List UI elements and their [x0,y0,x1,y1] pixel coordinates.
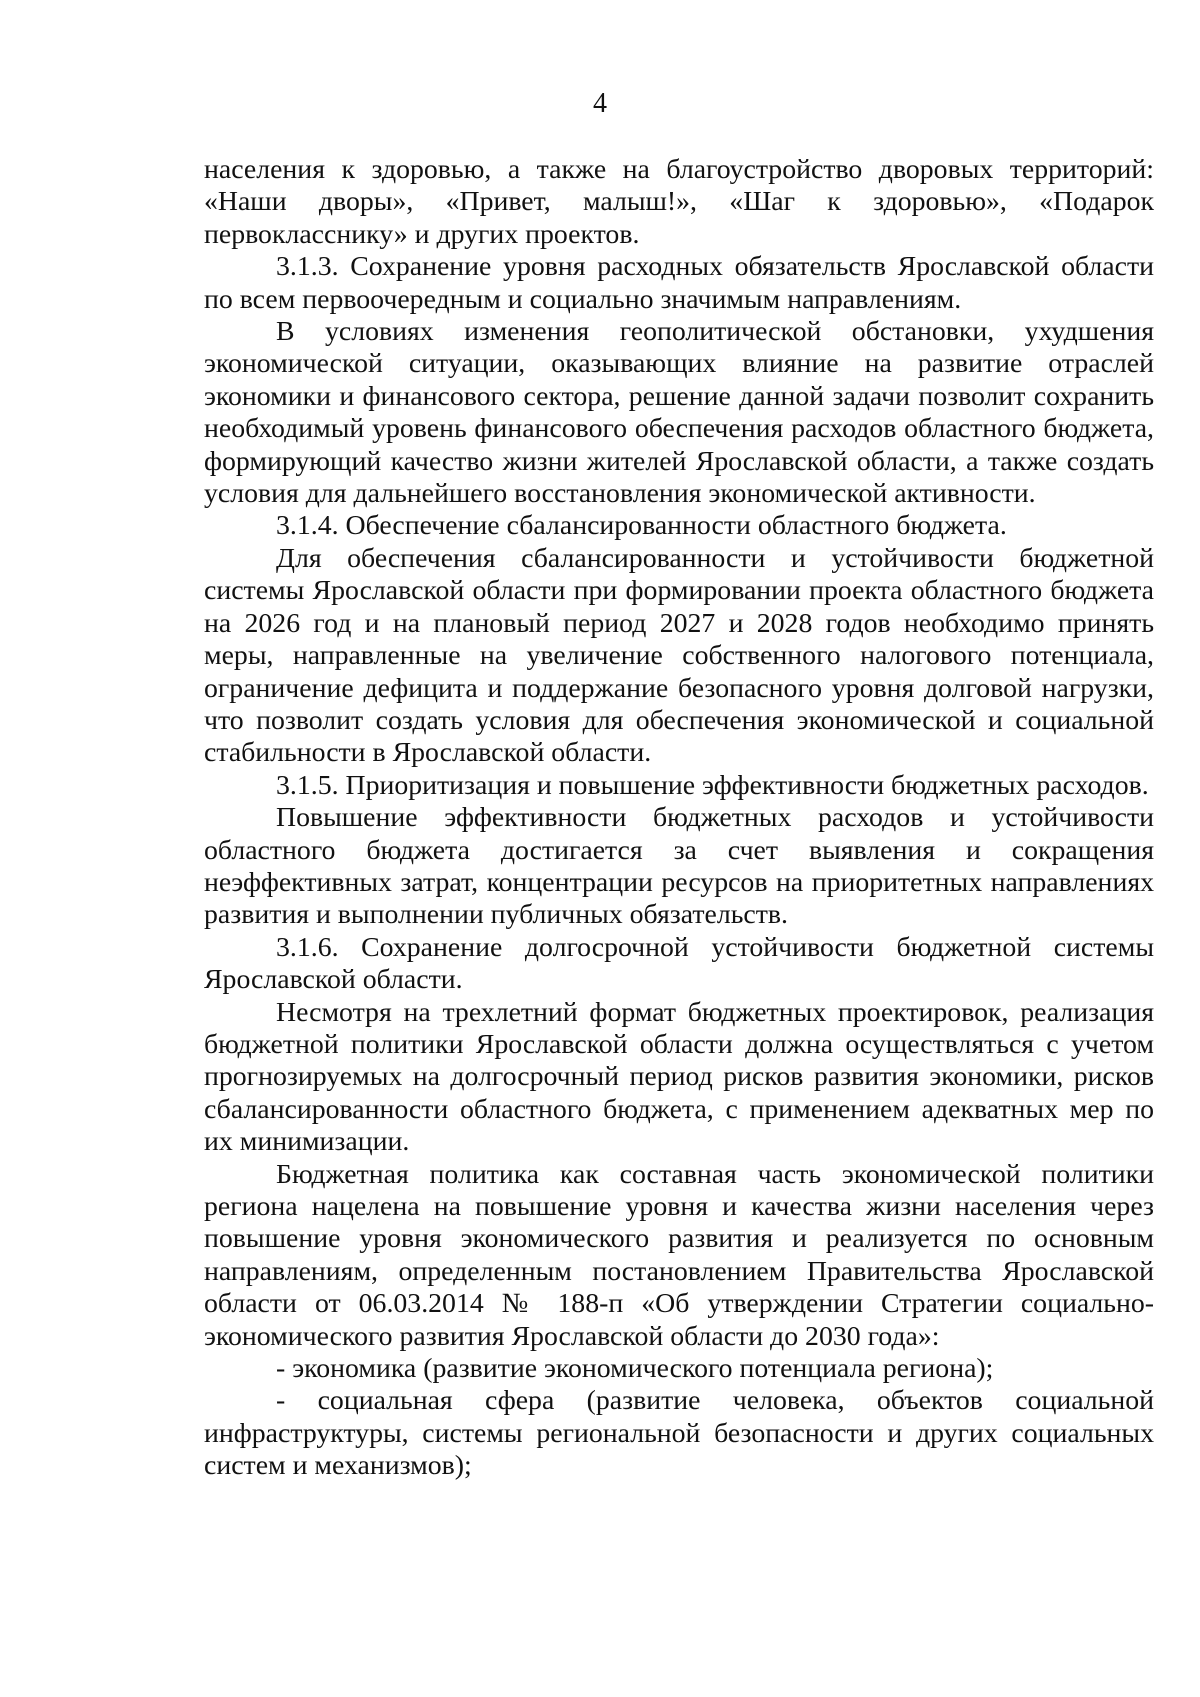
paragraph: Для обеспечения сбалансированности и устойчивости бюджетной системы Ярославской области при формировании проекта областного бюджета на 2026 год и на плановый период 2027 и 2028 годов необходимо принять меры, направленные на увеличение собственного налогового потенциала, ограничение дефицита и поддержание безопасного уровня долговой нагрузки, что позволит создать условия для обеспечения экономической и социальной стабильности в Ярославской области. [204,542,1154,769]
list-item: - экономика (развитие экономического потенциала региона); [276,1353,994,1385]
list-item: - социальная сфера (развитие человека, объектов социальной инфраструктуры, системы региональной безопасности и других социальных систем и механизмов); [204,1385,1154,1482]
paragraph: В условиях изменения геополитической обстановки, ухудшения экономической ситуации, оказывающих влияние на развитие отраслей экономики и финансового сектора, решение данной задачи позволит сохранить необходимый уровень финансового обеспечения расходов областного бюджета, формирующий качество жизни жителей Ярославской области, а также создать условия для дальнейшего восстановления экономической активности. [204,316,1154,510]
section-heading-3-1-5: 3.1.5. Приоритизация и повышение эффективности бюджетных расходов. [276,769,1149,801]
paragraph-continuation: населения к здоровью, а также на благоустройство дворовых территорий: «Наши дворы», «Привет, малыш!», «Шаг к здоровью», «Подарок первокласснику» и других проектов. [204,154,1154,250]
section-heading-3-1-3: 3.1.3. Сохранение уровня расходных обязательств Ярославской области по всем первоочередным и социально значимым направлениям. [204,251,1154,315]
paragraph: Бюджетная политика как составная часть экономической политики региона нацелена на повышение уровня и качества жизни населения через повышение уровня экономического развития и реализуется по основным направлениям, определенным постановлением Правительства Ярославской области от 06.03.2014 № 188-п «Об утверждении Стратегии социально-экономического развития Ярославской области до 2030 года»: [204,1158,1154,1352]
page-number: 4 [593,88,607,119]
document-body [204,154,1154,1483]
paragraph: Несмотря на трехлетний формат бюджетных проектировок, реализация бюджетной политики Ярославской области должна осуществляться с учетом прогнозируемых на долгосрочный период рисков развития экономики, рисков сбалансированности областного бюджета, с применением адекватных мер по их минимизации. [204,996,1154,1158]
section-heading-3-1-4: 3.1.4. Обеспечение сбалансированности областного бюджета. [276,510,1007,542]
section-heading-3-1-6: 3.1.6. Сохранение долгосрочной устойчивости бюджетной системы Ярославской области. [204,931,1154,996]
paragraph: Повышение эффективности бюджетных расходов и устойчивости областного бюджета достигается за счет выявления и сокращения неэффективных затрат, концентрации ресурсов на приоритетных направлениях развития и выполнении публичных обязательств. [204,802,1154,931]
